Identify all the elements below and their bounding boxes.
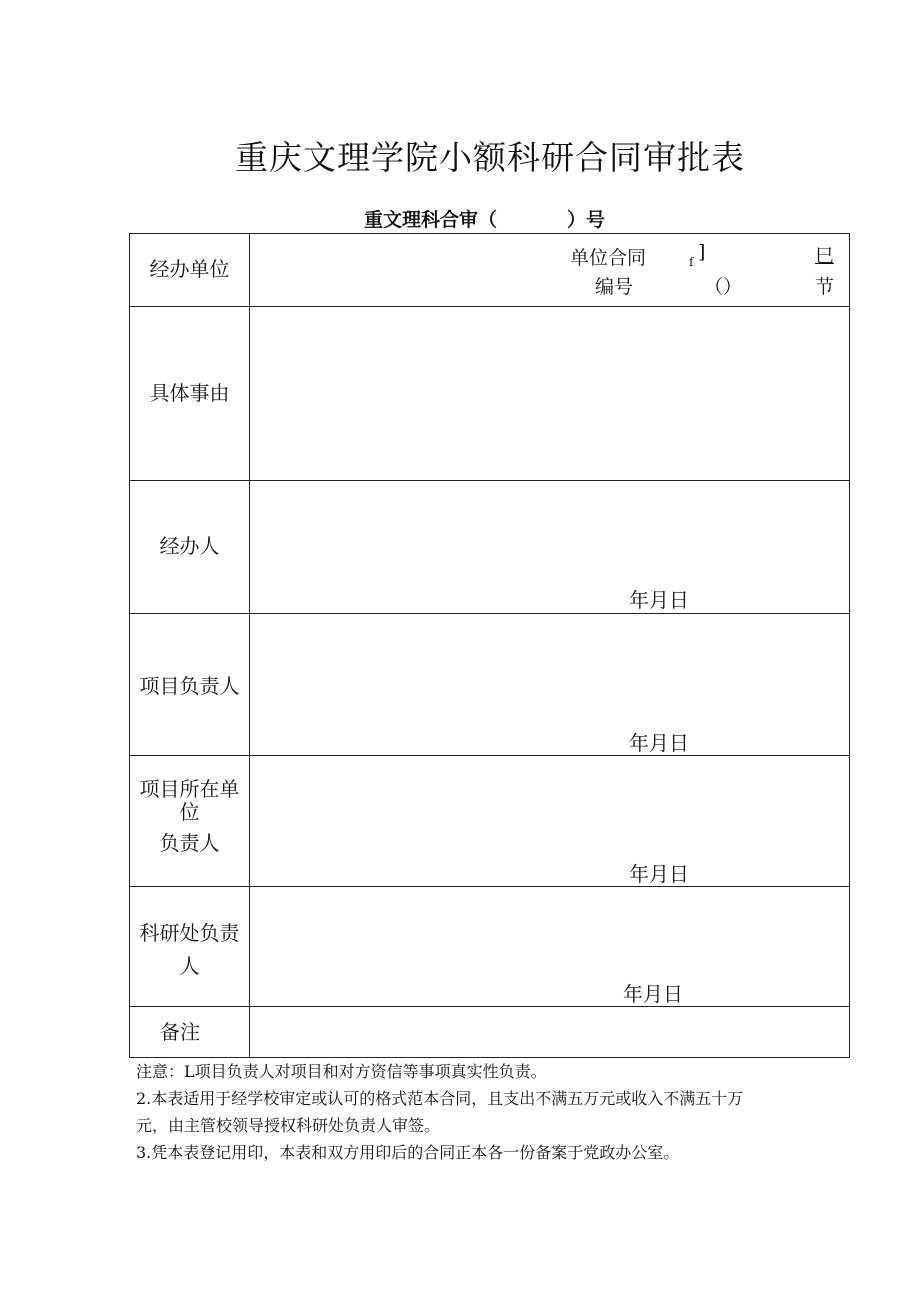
row-divider [129,1006,850,1007]
note-line: 2.本表适用于经学校审定或认可的格式范本合同，且支出不满五万元或收入不满五十万 [136,1089,744,1108]
row-label-matter: 具体事由 [149,381,230,405]
row-label-unit-lead-line3: 负责人 [159,831,220,855]
contract-number-label-line1: 单位合同 [570,247,647,269]
stray-mark-right-top: 巳 [815,245,835,267]
row-label-project-lead: 项目负责人 [139,674,240,698]
stray-mark-right-bottom: 节 [815,276,835,298]
research-office-date: 年月日 [623,982,683,1006]
table-border-right [849,233,850,1058]
matter-field[interactable] [252,309,847,478]
row-label-research-office-line1: 科研处负责 [139,921,240,945]
row-divider [129,886,850,887]
note-line: 3.凭本表登记用印，本表和双方用印后的合同正本各一份备案于党政办公室。 [136,1143,680,1162]
row-divider [129,755,850,756]
contract-number-label-line2: 编号 [595,276,634,298]
row-label-research-office-line2: 人 [179,954,200,978]
row-label-unit-lead-line2: 位 [179,800,200,824]
contract-number-paren: （） [704,276,743,298]
row-divider [129,306,850,307]
remarks-field[interactable] [252,1009,847,1055]
row-label-research-office [130,917,249,983]
note-line: 元，由主管校领导授权科研处负责人审签。 [136,1116,441,1135]
unit-lead-signature-field[interactable] [252,758,847,884]
handler-signature-field[interactable] [252,483,847,611]
project-lead-date: 年月日 [629,731,689,755]
note-line: 注意：L项目负责人对项目和对方资信等事项真实性负责。 [136,1062,547,1081]
row-divider [129,480,850,481]
notes [136,1058,856,1166]
row-label-remarks: 备注 [160,1020,200,1044]
row-label-handler: 经办人 [159,534,220,558]
document-number-suffix: ）号 [567,209,606,231]
row-label-unit-lead-line1: 项目所在单 [139,777,240,801]
row-label-unit: 经办单位 [149,257,230,281]
stray-mark-bracket: ] [698,241,706,263]
project-lead-signature-field[interactable] [252,616,847,753]
contract-number-field[interactable] [735,236,810,304]
page-title: 重庆文理学院小额科研合同审批表 [235,138,745,177]
document-number-prefix: 重文理科合审（ [364,209,498,231]
table-border-top [129,233,850,234]
document-number [364,205,605,232]
row-label-unit-lead [130,778,249,855]
research-office-signature-field[interactable] [252,889,847,1004]
table-column-divider [249,233,250,1058]
row-divider [129,613,850,614]
unit-lead-date: 年月日 [629,862,689,886]
unit-value-field[interactable] [252,236,562,304]
handler-date: 年月日 [629,588,689,612]
stray-mark-f: f [689,255,694,269]
